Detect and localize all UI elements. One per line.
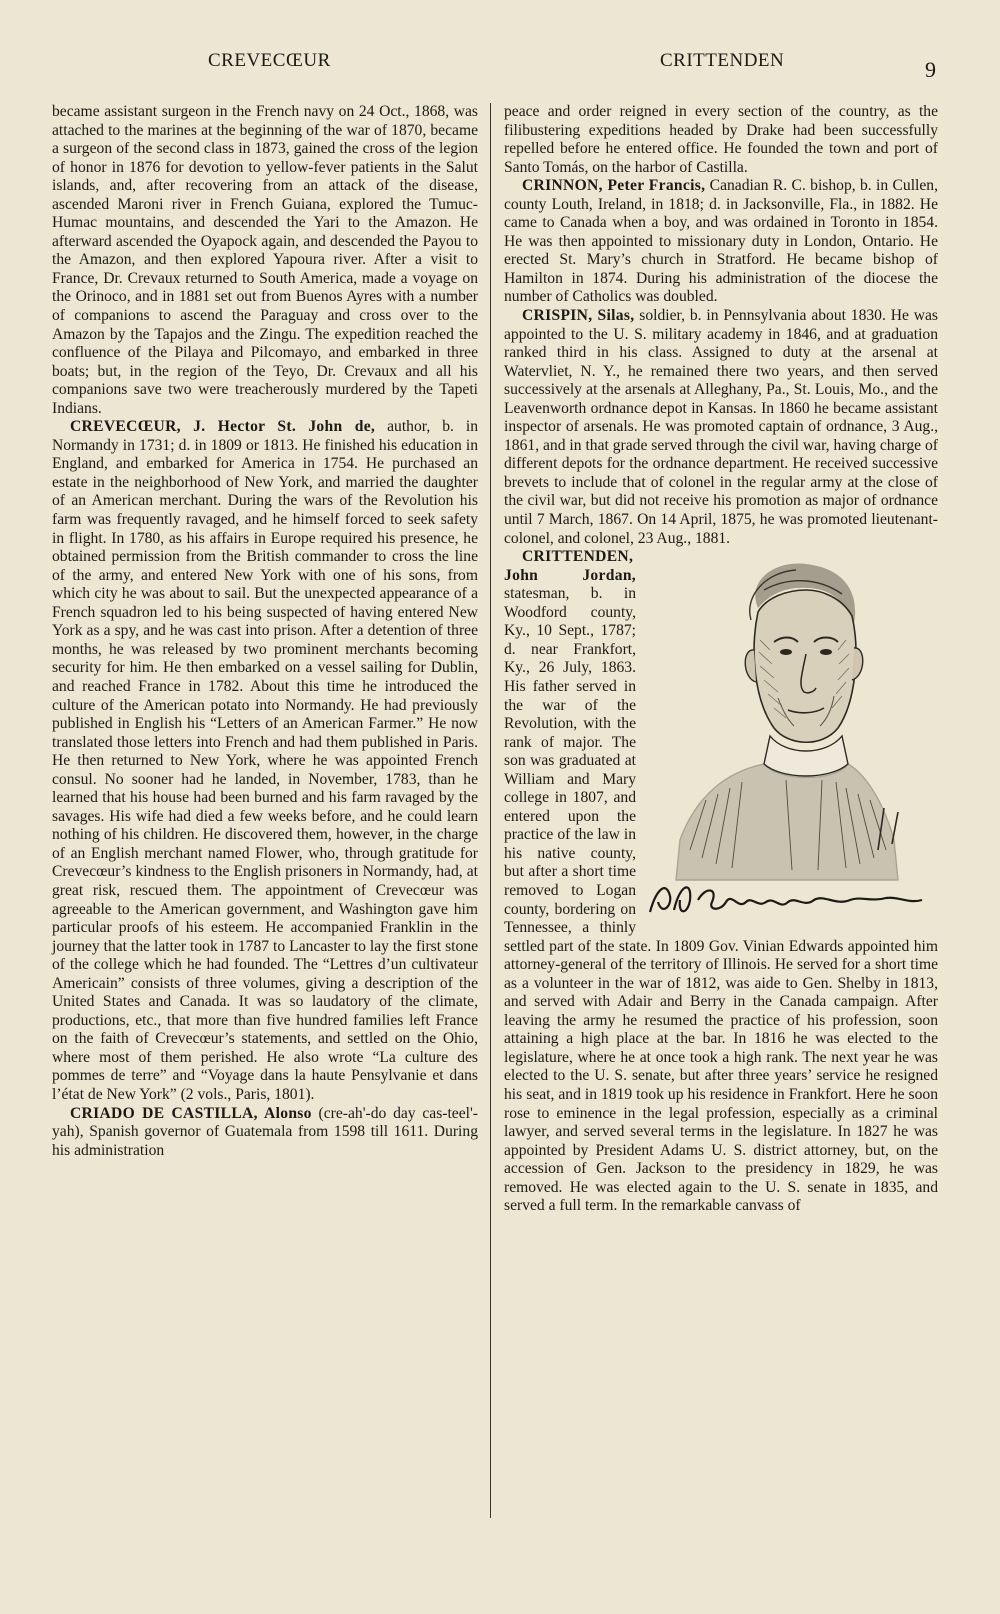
left-column [52, 103, 478, 1160]
portrait-engraving [646, 550, 938, 922]
continued-entry-crevaux: became assistant surgeon in the French navy on 24 Oct., 1868, was attached to the marines at the beginning of the war of 1870, became a surgeon of the second class in 1873, gained the cross of the legion of honor in 1876 for devotion to yellow-fever patients in the Salut islands, and, after recovering from an attack of the disease, ascended Maroni river in French Guiana, explored the Tumuc-Humac mountains, and descended the Yari to the Amazon. He afterward ascended the Oyapock again, and descended the Payou to the Amazon, and then explored Yapoura river. After a visit to France, Dr. Crevaux returned to South America, made a voyage on the Orinoco, and in 1881 set out from Buenos Ayres with a number of companions to ascend the Paraguay and cross over to the Amazon by the Tapajos and the Zingu. The expedition reached the confluence of the Pilaya and Pilcomayo, and embarked in three boats; but, in the region of the Teyo, Dr. Crevaux and all his companions save two were treacherously murdered by the Tapeti Indians. [52, 103, 478, 417]
page-number: 9 [925, 57, 937, 82]
entry-name-crittenden: CRITTENDEN, John Jordan, [504, 548, 636, 584]
entry-text-crispin: soldier, b. in Pennsylvania about 1830. He was appointed to the U. S. military academy in 1846, and at graduation ranked third in his class. Assigned to duty at the arsenal at Watervliet, N. Y., he remained there two years, and then served successively at the arsenals at Alleghany, Pa., St. Louis, Mo., and the Leavenworth ordnance depot in Kansas. In 1860 he became assistant inspector of arsenals. He was promoted captain of ordnance, 3 Aug., 1861, and in that grade served through the civil war, having charge of different depots for the ordnance department. He received successive brevets to include that of colonel in the regular army at the close of the civil war, but did not receive his promotion as major of ordnance until 7 March, 1867. On 14 April, 1875, he was promoted lieutenant-colonel, and colonel, 23 Aug., 1881. [504, 307, 938, 547]
crittenden-signature [650, 887, 922, 912]
entry-text-crevecoeur: author, b. in Normandy in 1731; d. in 1809 or 1813. He finished his education in England, and embarked for America in 1754. He purchased an estate in the neighborhood of New York, and married the daughter of an American merchant. During the wars of the Revolution his farm was frequently ravaged, and he himself forced to seek safety in flight. In 1780, as his affairs in Europe required his presence, he obtained permission from the British commander to cross the line of the army, and entered New York with one of his sons, from which city he was about to sail. But the unexpected appearance of a French squadron led to his being suspected of having entered New York as a spy, and he was cast into prison. After a detention of three months, he was released by two prominent merchants becoming security for him. He then embarked on a vessel sailing for Dublin, and reached France in 1782. About this time he introduced the culture of the American potato into Normandy. He had previously published in English his “Letters of an American Farmer.” He now translated those letters into French and had them published in Paris. He then returned to New York, where he was appointed French consul. No sooner had he landed, in November, 1783, than he learned that his house had been burned and his farm ravaged by the savages. His wife had died a few weeks before, and he could learn nothing of his children. He discovered them, however, in the charge of an English merchant named Flower, who, through gratitude for Crevecœur’s kindness to the English prisoners in Normandy, had, at great risk, rescued them. The appointment of Crevecœur was agreeable to the American government, and Washington gave him particular proofs of his esteem. He accompanied Franklin in the journey that the latter took in 1787 to Lancaster to lay the first stone of the college which he had founded. The “Lettres d’un cultivateur Americain” consists of three volumes, giving a description of the United States and Canada. It was so laudatory of the climate, productions, etc., that more than five hundred families left France on the faith of Crevecœur’s statements, and settled on the Ohio, where most of them perished. He also wrote “La culture des pommes de terre” and “Voyage dans la haute Pensylvanie et dans l’état de New York” (2 vols., Paris, 1801). [52, 418, 479, 1103]
crittenden-portrait [646, 550, 938, 922]
entry-crinnon [504, 177, 938, 307]
entry-name-crinnon: CRINNON, Peter Francis, [522, 177, 706, 195]
continued-entry-criado: peace and order reigned in every section of the country, as the filibustering expeditions headed by Drake had been successfully repelled before he entered office. He founded the town and port of Santo Tomás, on the harbor of Castilla. [504, 103, 938, 176]
running-head-left: CREVECŒUR [208, 50, 331, 71]
entry-text-crittenden: statesman, b. in Woodford county, Ky., 10 Sept., 1787; d. near Frankfort, Ky., 26 July, 1863. His father served in the war of the Revolution, with the rank of major. The son was graduated at William and Mary college in 1807, and entered upon the practice of the law in his native county, but after a short time removed to Logan county, bordering on Tennessee, a thinly settled part of the state. In 1809 Gov. Vinian Edwards appointed him attorney-general of the territory of Illinois. He served for a short time as a volunteer in the war of 1812, was aide to Gen. Shelby in 1813, and served with Adair and Berry in the Canada campaign. After leaving the army he resumed the practice of his profession, soon attaining a high place at the bar. In 1816 he was elected to the legislature, where he at once took a high rank. The next year he was elected to the U. S. senate, but after three years’ service he resigned his seat, and in 1819 took up his residence in Frankfort. Here he soon rose to eminence in the legal profession, especially as a criminal lawyer, and served several terms in the legislature. In 1827 he was appointed by President Adams U. S. district attorney, but, on the accession of Gen. Jackson to the presidency in 1829, he was removed. He was elected again to the U. S. senate in 1835, and served a full term. In the remarkable canvass of [504, 585, 938, 1215]
entry-crittenden [504, 548, 938, 1216]
entry-name-criado: CRIADO DE CASTILLA, Alonso [70, 1104, 312, 1122]
entry-name-crevecoeur: CREVECŒUR, J. Hector St. John de, [70, 418, 376, 436]
entry-text-criado: (cre-ah'-do day cas-teel'-yah), Spanish governor of Guatemala from 1598 till 1611. During his administration [52, 1104, 478, 1159]
entry-crispin [504, 307, 938, 548]
entry-crevecoeur [52, 418, 478, 1104]
right-column [504, 103, 938, 1216]
column-divider [490, 103, 491, 1518]
running-head-right: CRITTENDEN [660, 50, 785, 71]
entry-name-crispin: CRISPIN, Silas, [522, 307, 635, 325]
entry-criado [52, 1105, 478, 1161]
entry-text-crinnon: Canadian R. C. bishop, b. in Cullen, county Louth, Ireland, in 1818; d. in Jacksonville, Fla., in 1882. He came to Canada when a boy, and was ordained in Toronto in 1854. He was then appointed to missionary duty in London, Ontario. He erected St. Mary’s church in Stratford. He became bishop of Hamilton in 1874. During his administration of the diocese the number of Catholics was doubled. [504, 177, 938, 306]
